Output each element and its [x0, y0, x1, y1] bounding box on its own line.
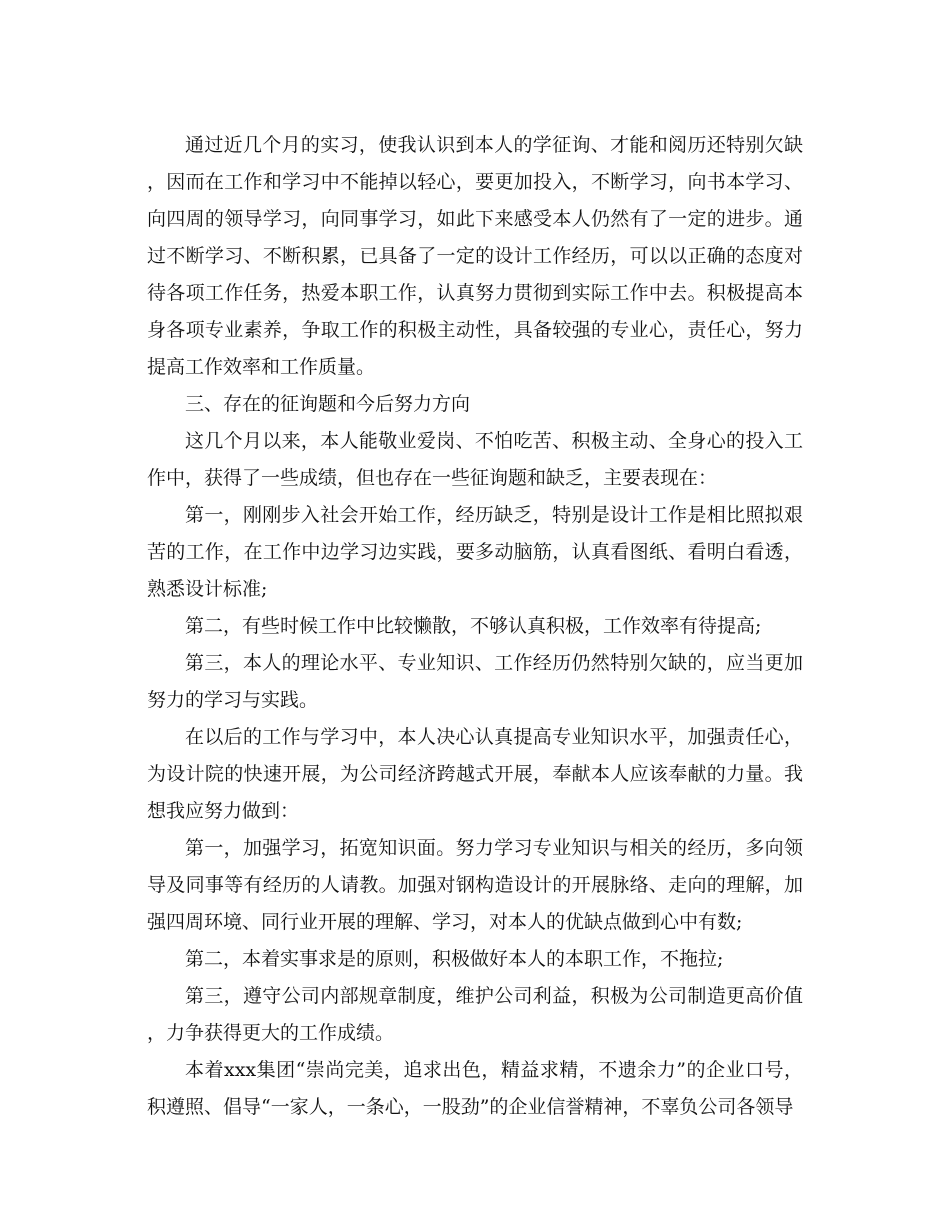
paragraph-2: 这几个月以来，本人能敬业爱岗、不怕吃苦、积极主动、全身心的投入工作中，获得了一些成绩，但也存在一些征询题和缺乏，主要表现在： [147, 430, 803, 489]
paragraph-7: 第一，加强学习，拓宽知识面。努力学习专业知识与相关的经历，多向领导及同事等有经历的人请教。加强对钢构造设计的开展脉络、走向的理解，加强四周环境、同行业开展的理解、学习，对本人的优缺点做到心中有数; [147, 837, 803, 933]
paragraph-3: 第一，刚刚步入社会开始工作，经历缺乏，特别是设计工作是相比照拟艰苦的工作，在工作中边学习边实践，要多动脑筋，认真看图纸、看明白看透，熟悉设计标准; [147, 504, 803, 600]
document-body [147, 127, 803, 1126]
paragraph-8: 第二，本着实事求是的原则，积极做好本人的本职工作，不拖拉; [185, 948, 724, 970]
paragraph-6: 在以后的工作与学习中，本人决心认真提高专业知识水平，加强责任心，为设计院的快速开展，为公司经济跨越式开展，奉献本人应该奉献的力量。我想我应努力做到： [147, 726, 803, 822]
paragraph-1: 通过近几个月的实习，使我认识到本人的学征询、才能和阅历还特别欠缺，因而在工作和学习中不能掉以轻心，要更加投入，不断学习，向书本学习、向四周的领导学习，向同事学习，如此下来感受本人仍然有了一定的进步。通过不断学习、不断积累，已具备了一定的设计工作经历，可以以正确的态度对待各项工作任务，热爱本职工作，认真努力贯彻到实际工作中去。积极提高本身各项专业素养，争取工作的积极主动性，具备较强的专业心，责任心，努力提高工作效率和工作质量。 [147, 134, 803, 378]
paragraph-5: 第三，本人的理论水平、专业知识、工作经历仍然特别欠缺的，应当更加努力的学习与实践。 [147, 652, 803, 711]
paragraph-4: 第二，有些时候工作中比较懒散，不够认真积极，工作效率有待提高; [185, 615, 762, 637]
section-heading: 三、存在的征询题和今后努力方向 [185, 393, 471, 415]
paragraph-10: 本着xxx集团“崇尚完美，追求出色，精益求精，不遗余力”的企业口号，积遵照、倡导“一家人，一条心，一股劲”的企业信誉精神，不辜负公司各领导 [147, 1059, 803, 1118]
paragraph-9: 第三，遵守公司内部规章制度，维护公司利益，积极为公司制造更高价值，力争获得更大的工作成绩。 [147, 985, 803, 1044]
